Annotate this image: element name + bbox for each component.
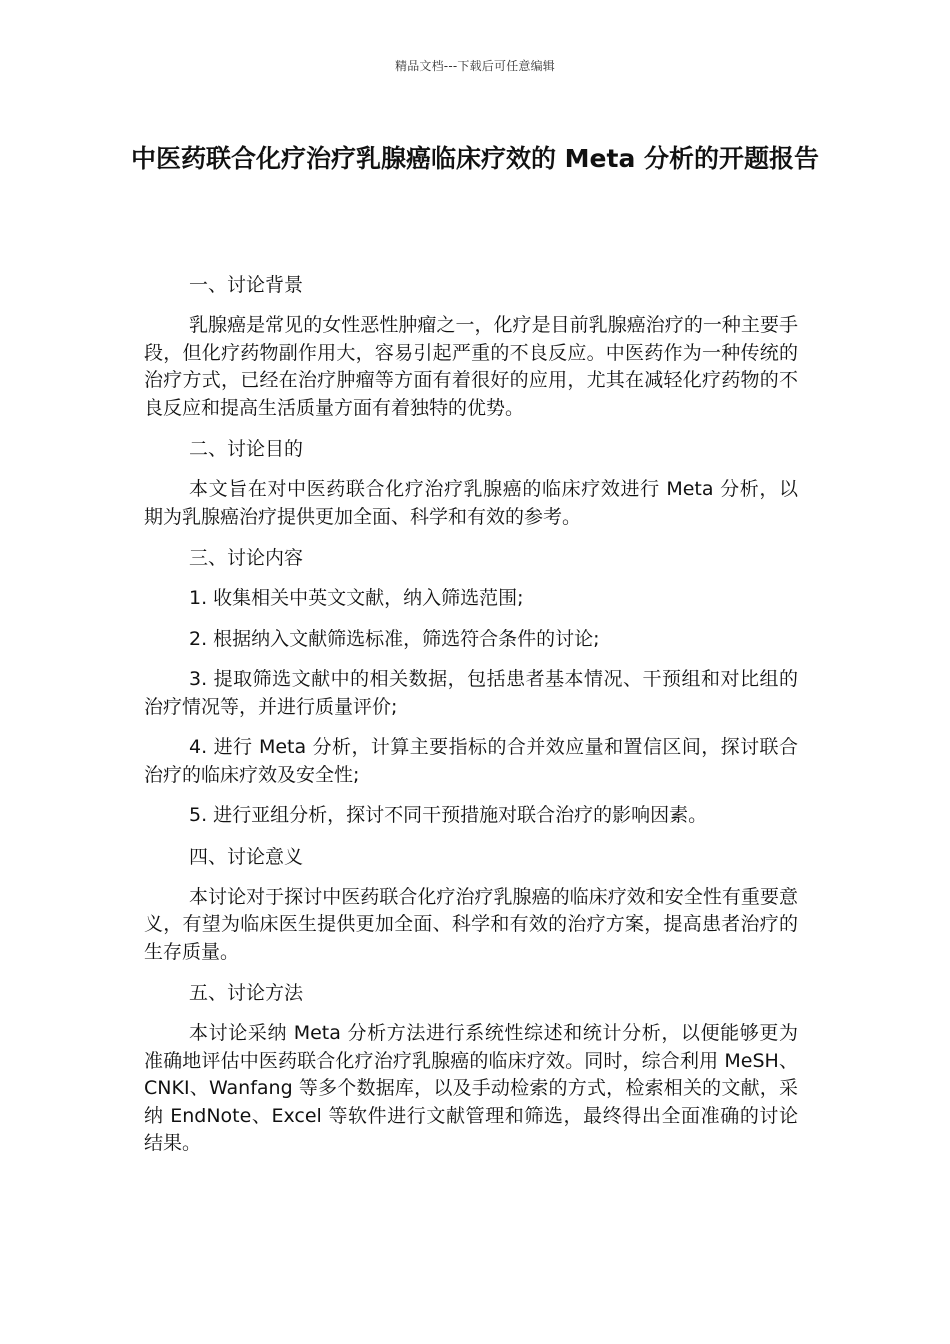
content-item-1: 1. 收集相关中英文文献，纳入筛选范围; bbox=[189, 587, 524, 609]
content-item-5: 5. 进行亚组分析，探讨不同干预措施对联合治疗的影响因素。 bbox=[189, 804, 708, 826]
document-body bbox=[144, 271, 798, 1171]
background-paragraph: 乳腺癌是常见的女性恶性肿瘤之一，化疗是目前乳腺癌治疗的一种主要手段，但化疗药物副作用大，容易引起严重的不良反应。中医药作为一种传统的治疗方式，已经在治疗肿瘤等方面有着很好的应用，尤其在减轻化疗药物的不良反应和提高生活质量方面有着独特的优势。 bbox=[144, 314, 798, 419]
content-item-3: 3. 提取筛选文献中的相关数据，包括患者基本情况、干预组和对比组的治疗情况等，并进行质量评价; bbox=[144, 668, 798, 718]
content-item-2: 2. 根据纳入文献筛选标准，筛选符合条件的讨论; bbox=[189, 627, 600, 650]
content-item-4: 4. 进行 Meta 分析，计算主要指标的合并效应量和置信区间，探讨联合治疗的临床疗效及安全性; bbox=[144, 736, 798, 786]
method-paragraph: 本讨论采纳 Meta 分析方法进行系统性综述和统计分析，以便能够更为准确地评估中医药联合化疗治疗乳腺癌的临床疗效。同时，综合利用 MeSH、CNKI、Wanfang 等多个数据库，以及手动检索的方式，检索相关的文献，采纳 EndNote、Excel 等软件进行文献管理和筛选，最终得出全面准确的讨论结果。 bbox=[144, 1022, 798, 1154]
significance-paragraph: 本讨论对于探讨中医药联合化疗治疗乳腺癌的临床疗效和安全性有重要意义，有望为临床医生提供更加全面、科学和有效的治疗方案，提高患者治疗的生存质量。 bbox=[144, 885, 798, 963]
document-title: 中医药联合化疗治疗乳腺癌临床疗效的 Meta 分析的开题报告 bbox=[130, 144, 820, 173]
header-note: 精品文档---下载后可任意编辑 bbox=[395, 59, 555, 73]
purpose-paragraph: 本文旨在对中医药联合化疗治疗乳腺癌的临床疗效进行 Meta 分析，以期为乳腺癌治疗提供更加全面、科学和有效的参考。 bbox=[144, 478, 798, 528]
section-heading-method: 五、讨论方法 bbox=[189, 982, 304, 1004]
section-heading-significance: 四、讨论意义 bbox=[189, 845, 304, 868]
section-heading-content: 三、讨论内容 bbox=[189, 547, 304, 569]
section-heading-background: 一、讨论背景 bbox=[189, 274, 304, 296]
section-heading-purpose: 二、讨论目的 bbox=[189, 438, 304, 460]
